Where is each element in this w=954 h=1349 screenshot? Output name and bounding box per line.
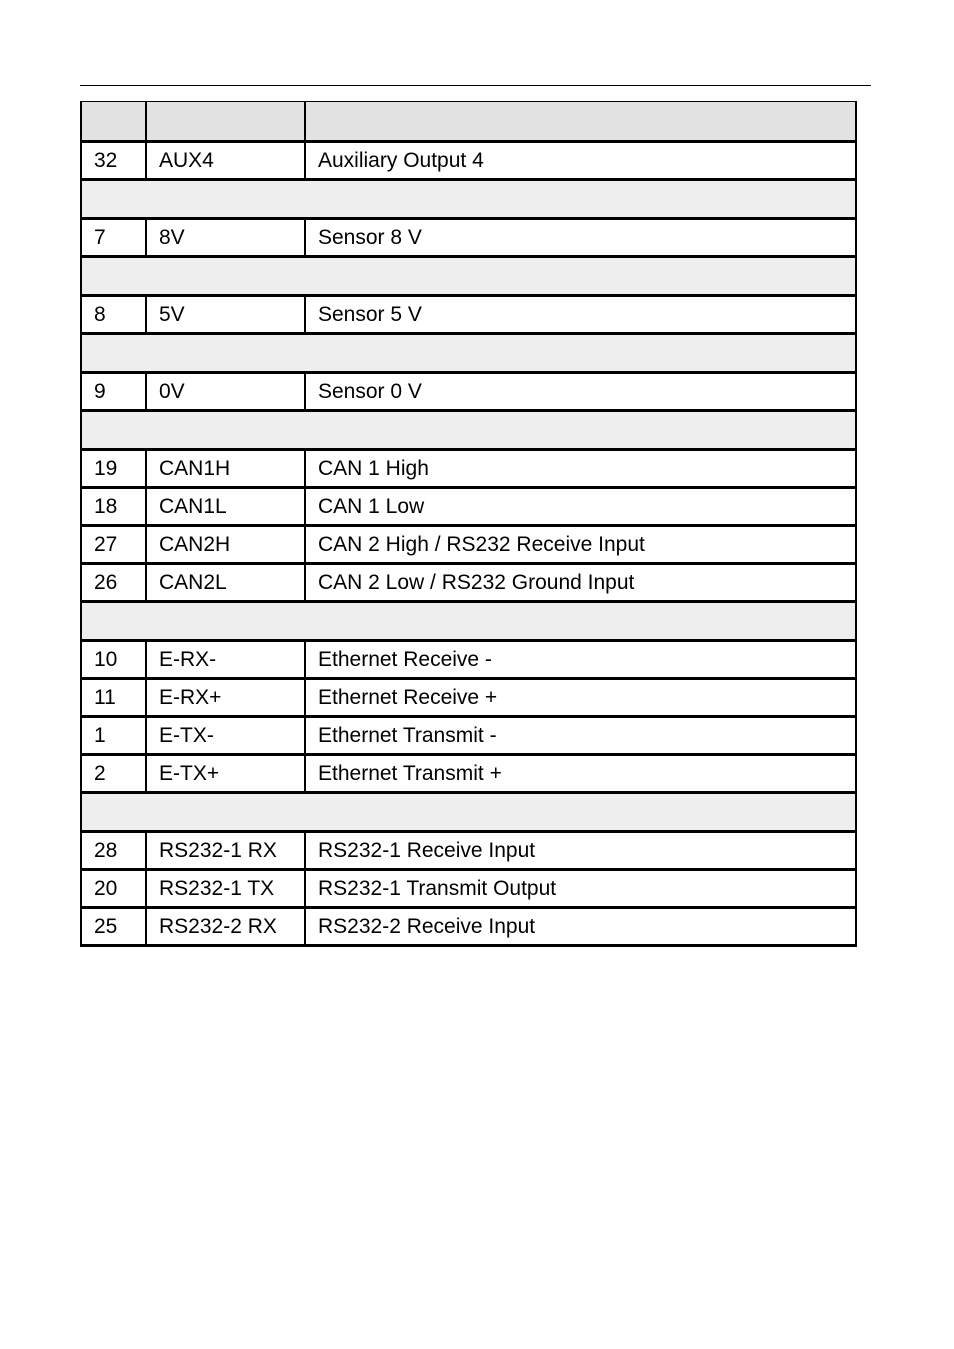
- section-row: [81, 180, 856, 219]
- description-cell: Sensor 0 V: [305, 373, 856, 411]
- section-label: [81, 602, 856, 641]
- signal-name-cell: E-TX-: [146, 717, 305, 755]
- section-label: [81, 257, 856, 296]
- signal-name-cell: RS232-1 RX: [146, 832, 305, 870]
- table-header-row: [81, 102, 856, 142]
- signal-name-cell: 0V: [146, 373, 305, 411]
- signal-name-cell: AUX4: [146, 142, 305, 180]
- section-row: [81, 334, 856, 373]
- table-row: [81, 526, 856, 564]
- description-cell: RS232-2 Receive Input: [305, 908, 856, 946]
- header-rule: [80, 85, 871, 86]
- header-cell-pin: [81, 102, 146, 142]
- table-row: [81, 219, 856, 257]
- signal-name-cell: CAN2L: [146, 564, 305, 602]
- description-cell: RS232-1 Receive Input: [305, 832, 856, 870]
- table-row: [81, 908, 856, 946]
- pin-cell: 7: [81, 219, 146, 257]
- signal-name-cell: E-RX-: [146, 641, 305, 679]
- section-row: [81, 602, 856, 641]
- table-row: [81, 373, 856, 411]
- header-cell-name: [146, 102, 305, 142]
- signal-name-cell: RS232-1 TX: [146, 870, 305, 908]
- section-label: [81, 180, 856, 219]
- pin-cell: 9: [81, 373, 146, 411]
- signal-name-cell: E-TX+: [146, 755, 305, 793]
- description-cell: Ethernet Transmit -: [305, 717, 856, 755]
- signal-name-cell: 5V: [146, 296, 305, 334]
- description-cell: CAN 2 High / RS232 Receive Input: [305, 526, 856, 564]
- description-cell: CAN 1 Low: [305, 488, 856, 526]
- table-row: [81, 832, 856, 870]
- pin-cell: 10: [81, 641, 146, 679]
- table-row: [81, 450, 856, 488]
- section-label: [81, 334, 856, 373]
- section-label: [81, 411, 856, 450]
- pin-cell: 26: [81, 564, 146, 602]
- table-row: [81, 564, 856, 602]
- pin-cell: 8: [81, 296, 146, 334]
- table-row: [81, 142, 856, 180]
- signal-name-cell: E-RX+: [146, 679, 305, 717]
- description-cell: Auxiliary Output 4: [305, 142, 856, 180]
- table-row: [81, 296, 856, 334]
- pin-cell: 28: [81, 832, 146, 870]
- description-cell: RS232-1 Transmit Output: [305, 870, 856, 908]
- section-label: [81, 793, 856, 832]
- pin-cell: 11: [81, 679, 146, 717]
- description-cell: CAN 2 Low / RS232 Ground Input: [305, 564, 856, 602]
- pin-cell: 2: [81, 755, 146, 793]
- signal-name-cell: CAN2H: [146, 526, 305, 564]
- signal-name-cell: 8V: [146, 219, 305, 257]
- pin-cell: 19: [81, 450, 146, 488]
- description-cell: Ethernet Receive -: [305, 641, 856, 679]
- pinout-table-body: [81, 102, 856, 946]
- description-cell: Ethernet Receive +: [305, 679, 856, 717]
- section-row: [81, 411, 856, 450]
- description-cell: Sensor 5 V: [305, 296, 856, 334]
- signal-name-cell: CAN1H: [146, 450, 305, 488]
- table-row: [81, 717, 856, 755]
- table-row: [81, 488, 856, 526]
- section-row: [81, 793, 856, 832]
- pin-cell: 1: [81, 717, 146, 755]
- pin-cell: 27: [81, 526, 146, 564]
- pin-cell: 25: [81, 908, 146, 946]
- table-row: [81, 755, 856, 793]
- pin-cell: 18: [81, 488, 146, 526]
- description-cell: Ethernet Transmit +: [305, 755, 856, 793]
- section-row: [81, 257, 856, 296]
- table-row: [81, 641, 856, 679]
- pinout-table: [80, 101, 857, 947]
- table-row: [81, 870, 856, 908]
- table-row: [81, 679, 856, 717]
- pin-cell: 20: [81, 870, 146, 908]
- signal-name-cell: RS232-2 RX: [146, 908, 305, 946]
- description-cell: Sensor 8 V: [305, 219, 856, 257]
- header-cell-description: [305, 102, 856, 142]
- description-cell: CAN 1 High: [305, 450, 856, 488]
- pin-cell: 32: [81, 142, 146, 180]
- signal-name-cell: CAN1L: [146, 488, 305, 526]
